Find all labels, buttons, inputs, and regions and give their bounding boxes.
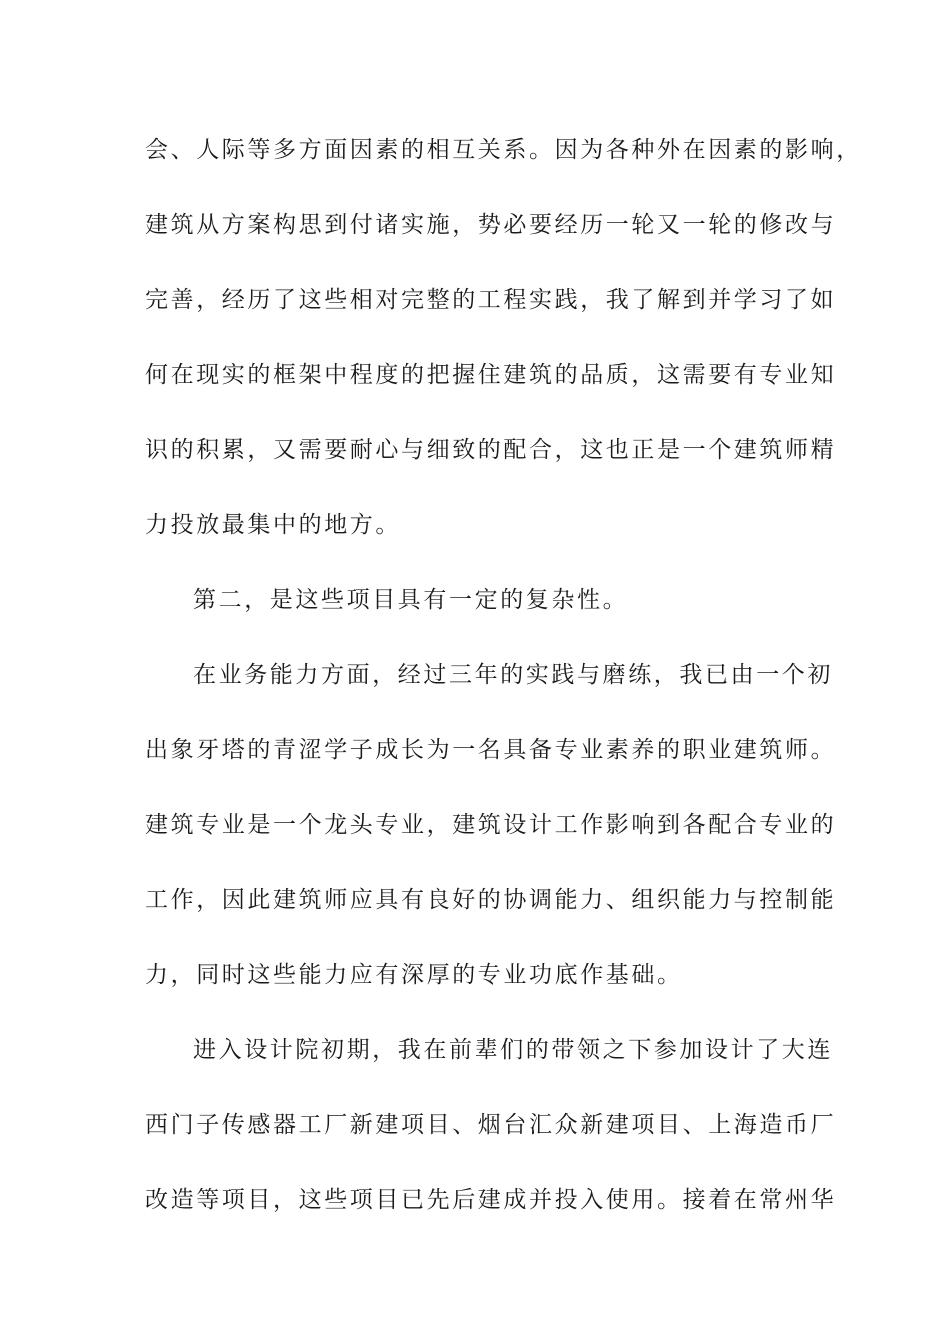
text-line: 建筑专业是一个龙头专业，建筑设计工作影响到各配合专业的 — [145, 812, 837, 838]
paragraph-start-line: 第二，是这些项目具有一定的复杂性。 — [193, 587, 629, 613]
text-line: 改造等项目，这些项目已先后建成并投入使用。接着在常州华 — [145, 1187, 837, 1213]
text-line: 力，同时这些能力应有深厚的专业功底作基础。 — [145, 962, 683, 988]
paragraph-start-line: 进入设计院初期，我在前辈们的带领之下参加设计了大连 — [193, 1037, 833, 1063]
text-line: 会、人际等多方面因素的相互关系。因为各种外在因素的影响， — [145, 137, 862, 163]
text-line: 完善，经历了这些相对完整的工程实践，我了解到并学习了如 — [145, 287, 837, 313]
text-line: 何在现实的框架中程度的把握住建筑的品质，这需要有专业知 — [145, 362, 837, 388]
text-line: 出象牙塔的青涩学子成长为一名具备专业素养的职业建筑师。 — [145, 737, 837, 763]
text-line: 西门子传感器工厂新建项目、烟台汇众新建项目、上海造币厂 — [145, 1112, 837, 1138]
text-line: 力投放最集中的地方。 — [145, 512, 401, 538]
text-line: 工作，因此建筑师应具有良好的协调能力、组织能力与控制能 — [145, 887, 837, 913]
text-line: 建筑从方案构思到付诸实施，势必要经历一轮又一轮的修改与 — [145, 212, 837, 238]
paragraph-start-line: 在业务能力方面，经过三年的实践与磨练，我已由一个初 — [193, 662, 833, 688]
text-line: 识的积累，又需要耐心与细致的配合，这也正是一个建筑师精 — [145, 437, 837, 463]
